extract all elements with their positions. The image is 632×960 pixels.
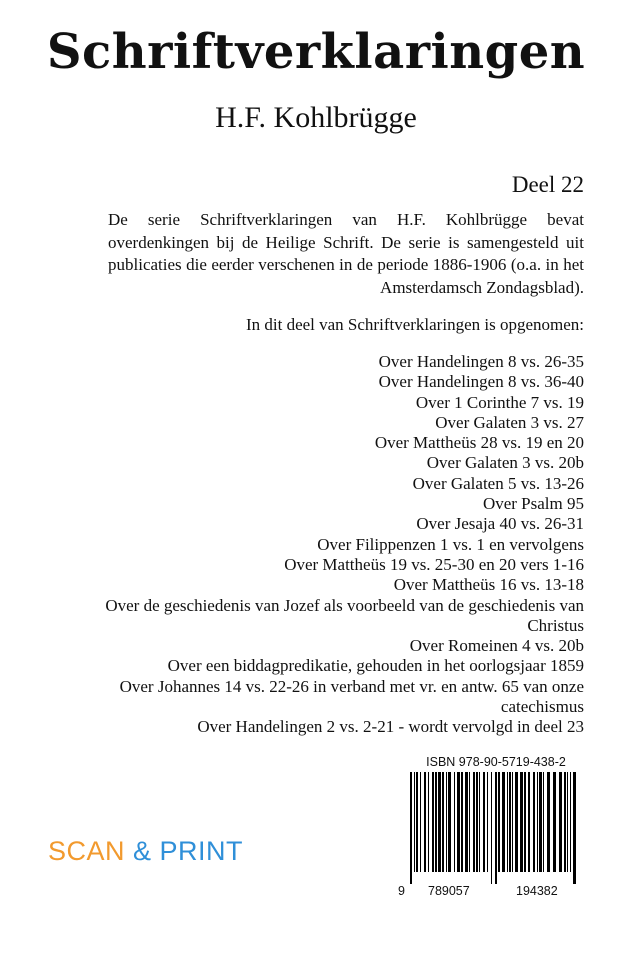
contents-heading: In dit deel van Schriftverklaringen is opgenomen: bbox=[245, 315, 584, 334]
series-description: De serie Schriftverklaringen van H.F. Kohlbrügge bevat overdenkingen bij de Heilige Schrift. De serie is samengesteld uit publicaties die eerder verschenen in de periode 1886-1906 (o.a. in het Amsterdamsch Zondagsblad). bbox=[108, 210, 584, 297]
contents-item: Over Handelingen 8 vs. 36-40 bbox=[378, 372, 584, 392]
contents-item: Over Jesaja 40 vs. 26-31 bbox=[416, 514, 584, 534]
contents-item: Over een biddagpredikatie, gehouden in het oorlogsjaar 1859 bbox=[167, 656, 584, 676]
contents-item: Over Johannes 14 vs. 22-26 in verband met vr. en antw. 65 van onze catechismus bbox=[119, 676, 584, 717]
contents-item: Over Psalm 95 bbox=[482, 494, 584, 514]
isbn-label: ISBN 978-90-5719-438-2 bbox=[426, 755, 566, 769]
contents-item: Over Handelingen 8 vs. 26-35 bbox=[378, 352, 584, 371]
contents-list bbox=[64, 352, 584, 738]
publisher-logo-scan: SCAN bbox=[48, 836, 126, 866]
contents-item: Over Romeinen 4 vs. 20b bbox=[409, 636, 584, 656]
isbn-barcode bbox=[398, 754, 588, 900]
publisher-logo-print: & PRINT bbox=[133, 836, 244, 866]
contents-item: Over Galaten 3 vs. 20b bbox=[426, 453, 584, 473]
contents-item: Over Galaten 5 vs. 13-26 bbox=[412, 473, 584, 493]
barcode-right-digits: 194382 bbox=[516, 884, 558, 898]
contents-item: Over Handelingen 2 vs. 2-21 - wordt vervolgd in deel 23 bbox=[197, 717, 584, 737]
contents-item: Over Mattheüs 28 vs. 19 en 20 bbox=[374, 433, 584, 453]
barcode-left-digits: 789057 bbox=[428, 884, 470, 898]
contents-item: Over Galaten 3 vs. 27 bbox=[435, 412, 584, 432]
barcode-first-digit: 9 bbox=[398, 884, 405, 898]
contents-item: Over 1 Corinthe 7 vs. 19 bbox=[415, 392, 584, 412]
publisher-logo bbox=[48, 836, 243, 867]
barcode-digits bbox=[398, 884, 588, 900]
volume-number: Deel 22 bbox=[511, 172, 584, 197]
book-title: Schriftverklaringen bbox=[46, 24, 586, 80]
contents-item: Over Mattheüs 19 vs. 25-30 en 20 vers 1-16 bbox=[284, 554, 584, 574]
contents-item: Over Filippenzen 1 vs. 1 en vervolgens bbox=[317, 534, 584, 554]
contents-item: Over de geschiedenis van Jozef als voorbeeld van de geschiedenis van Christus bbox=[105, 595, 584, 635]
barcode-icon bbox=[398, 772, 588, 884]
author-name: H.F. Kohlbrügge bbox=[215, 101, 417, 134]
contents-item: Over Mattheüs 16 vs. 13-18 bbox=[393, 575, 584, 595]
